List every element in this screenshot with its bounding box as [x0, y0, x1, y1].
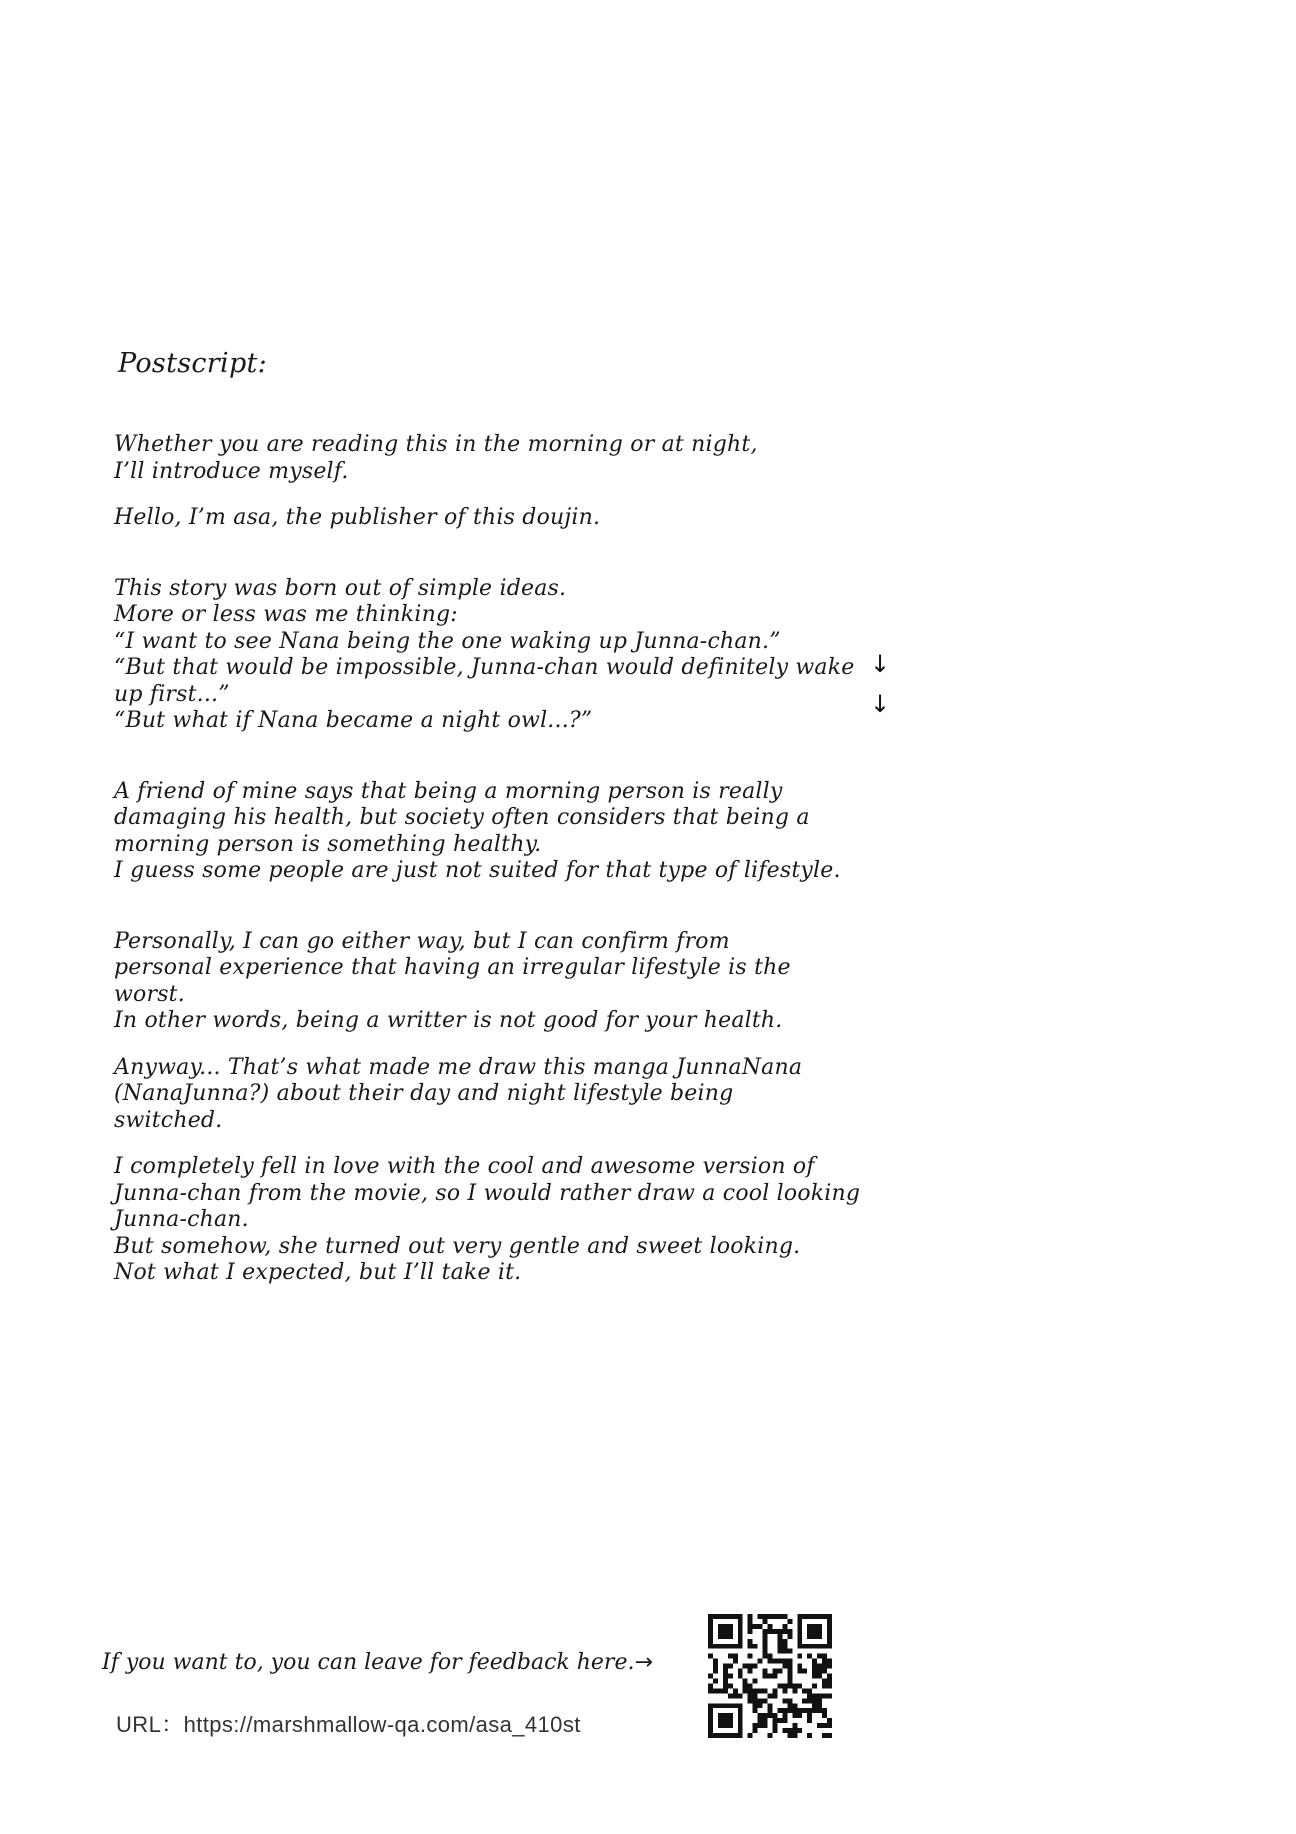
text-line: I guess some people are just not suited for that type of lifestyle.: [114, 858, 841, 883]
text-line: up first...”: [114, 681, 230, 707]
text-line: Not what I expected, but I’ll take it.: [114, 1260, 522, 1285]
text-line: But somehow, she turned out very gentle and sweet looking.: [114, 1233, 801, 1259]
text-line: More or less was me thinking:: [114, 602, 458, 627]
text-line: “But what if Nana became a night owl...?”: [114, 708, 593, 733]
text-line: Whether you are reading this in the morning or at night,: [114, 432, 758, 457]
paragraph-greeting: [114, 505, 874, 532]
page-title: Postscript:: [118, 348, 268, 379]
postscript-body: [114, 432, 874, 1287]
text-line: A friend of mine says that being a morning person is really: [114, 778, 783, 804]
right-arrow-icon: →: [634, 1650, 653, 1675]
text-line: morning person is something healthy.: [114, 831, 542, 857]
text-line: This story was born out of simple ideas.: [114, 575, 567, 601]
paragraph-lifestyle: [114, 929, 874, 1035]
paragraph-junna: [114, 1154, 874, 1287]
down-arrow-icon: ↓: [870, 690, 891, 718]
text-line: “But that would be impossible, Junna-chan would definitely wake: [114, 655, 855, 680]
text-line: I completely fell in love with the cool and awesome version of: [114, 1154, 815, 1179]
text-line: Personally, I can go either way, but I can confirm from: [114, 928, 730, 954]
paragraph-intro: [114, 432, 874, 485]
text-line: worst.: [114, 981, 185, 1007]
feedback-url[interactable]: URL：https://marshmallow-qa.com/asa_410st: [116, 1712, 581, 1737]
text-line: I’ll introduce myself.: [114, 458, 349, 484]
paragraph-manga: [114, 1055, 874, 1135]
text-line: Hello, I’m asa, the publisher of this doujin.: [114, 505, 601, 530]
feedback-text: If you want to, you can leave for feedback here.: [102, 1650, 635, 1675]
qr-code-icon[interactable]: [708, 1614, 832, 1738]
paragraph-story-idea: [114, 576, 874, 735]
feedback-note: [102, 1650, 653, 1675]
text-line: Anyway... That’s what made me draw this manga JunnaNana: [114, 1054, 803, 1080]
text-line: (NanaJunna?) about their day and night lifestyle being: [114, 1081, 734, 1106]
text-line: “I want to see Nana being the one waking up Junna-chan.”: [114, 628, 781, 654]
text-line: personal experience that having an irregular lifestyle is the: [114, 955, 791, 980]
text-line: In other words, being a writter is not good for your health.: [114, 1008, 783, 1033]
down-arrow-icon: ↓: [870, 650, 891, 678]
text-line: switched.: [114, 1107, 223, 1133]
paragraph-morning-person: [114, 779, 874, 885]
text-line: Junna-chan from the movie, so I would rather draw a cool looking: [114, 1180, 861, 1206]
text-line: Junna-chan.: [114, 1207, 249, 1232]
text-line: damaging his health, but society often considers that being a: [114, 805, 810, 830]
